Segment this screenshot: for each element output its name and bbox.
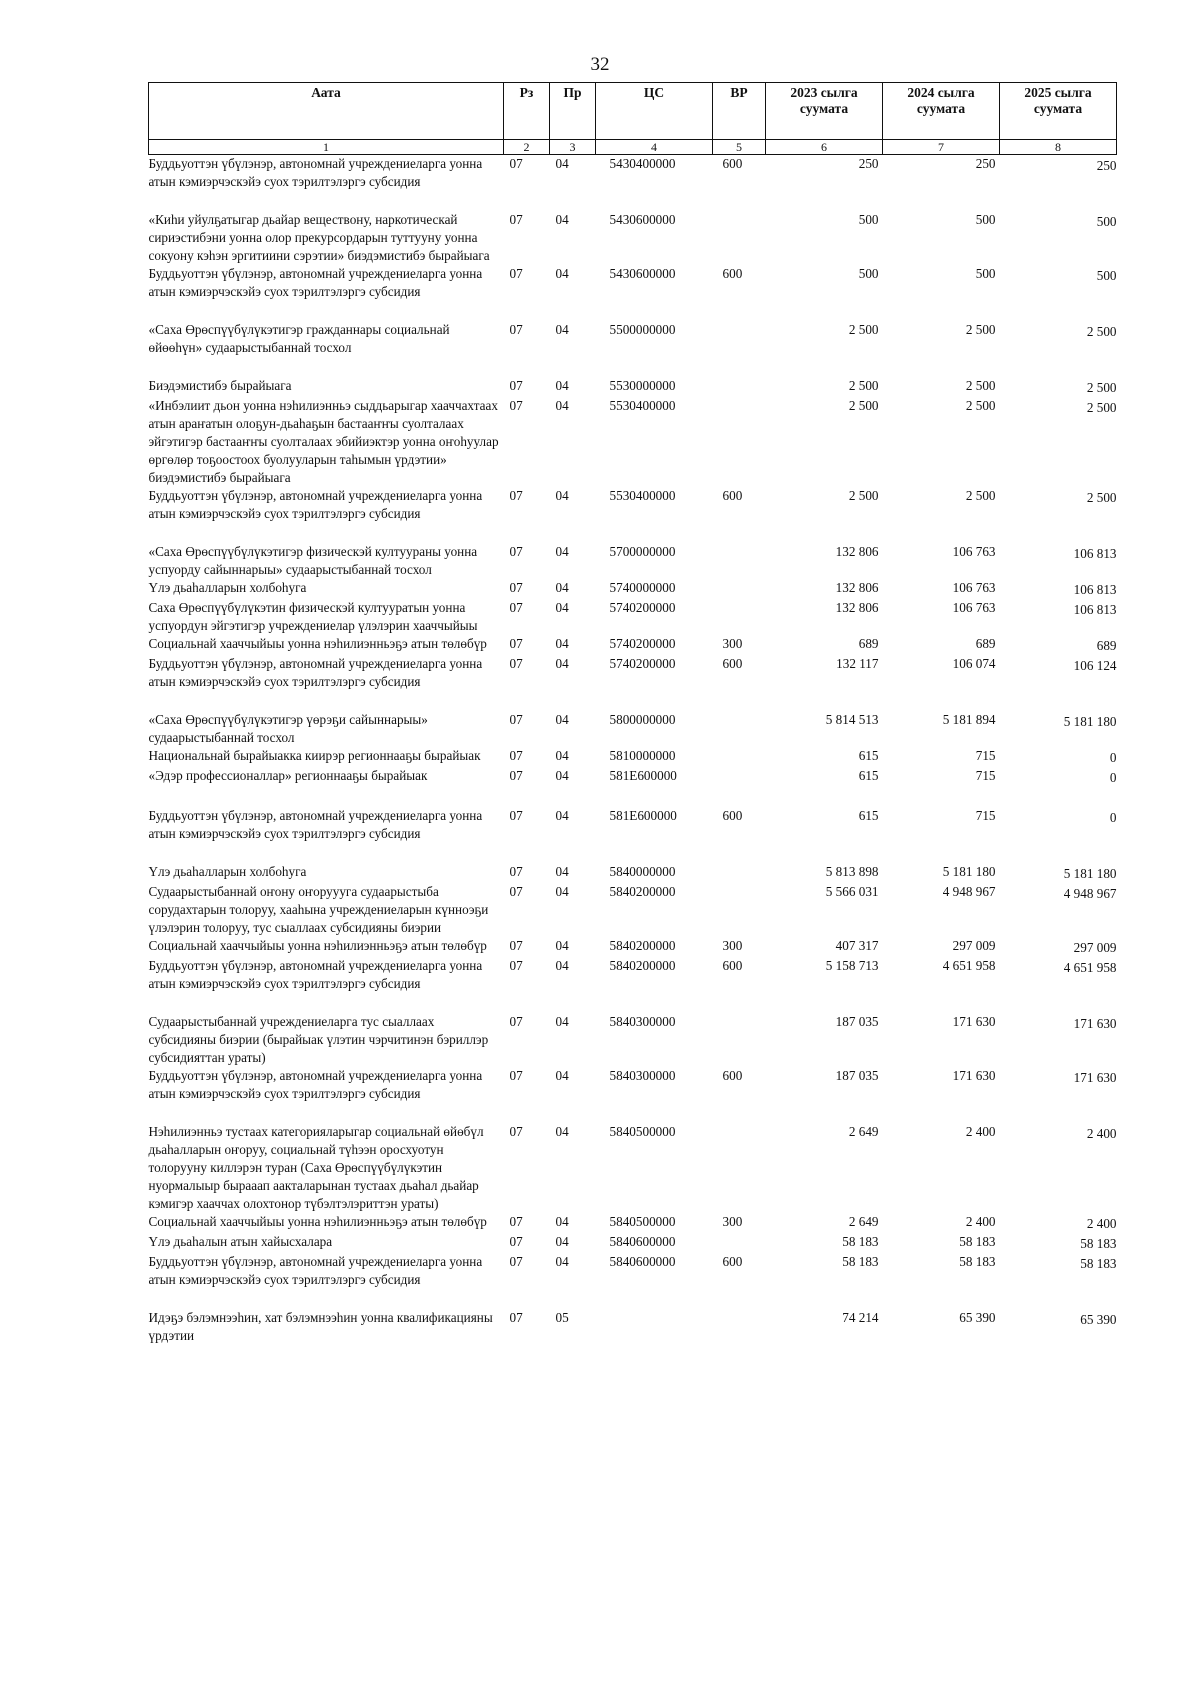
row-amount-2024: 500 [975, 212, 996, 227]
row-cs: 5840200000 [609, 884, 676, 899]
row-pr: 04 [555, 156, 569, 171]
row-vr [713, 377, 766, 397]
row-amount-2025-value: 106 813 [1073, 602, 1117, 617]
row-amount-2023: 132 806 [835, 600, 879, 615]
table-row [149, 1067, 1117, 1123]
row-amount-2024: 171 630 [952, 1068, 996, 1083]
table-row [149, 265, 1117, 321]
row-cs: 5840300000 [609, 1014, 676, 1029]
column-number: 6 [766, 140, 883, 155]
row-cs: 5810000000 [609, 748, 676, 763]
row-amount-2023: 2 500 [848, 322, 879, 337]
row-rz: 07 [509, 398, 523, 413]
row-rz: 07 [509, 212, 523, 227]
row-amount-2025 [1000, 711, 1117, 747]
row-rz: 07 [509, 1214, 523, 1229]
table-row [149, 155, 1117, 212]
row-cs: 5430600000 [609, 266, 676, 281]
row-amount-2024: 171 630 [952, 1014, 996, 1029]
row-amount-2025-value: 58 183 [1080, 1236, 1117, 1251]
row-name: Буддьуоттэн үбүлэнэр, автономнай учреждениеларга уонна атын кэмиэрчэскэйэ суох тэрилтэлэргэ субсидия [148, 1068, 483, 1101]
row-rz: 07 [509, 884, 523, 899]
row-rz: 07 [509, 266, 523, 281]
row-amount-2025-value: 171 630 [1073, 1016, 1117, 1031]
budget-table-sheet [148, 82, 1116, 1345]
row-name: «Инбэлиит дьон уонна нэһилиэнньэ сыддьарыгар хааччахтаах атын араҥатын олоҕун-дьаһаҕын бастааҥҥы суолталаах эйгэтигэр бастааҥҥы суолталаах эбийиэктэр уонна оҥоһуулар өргөлөр тоҕоостоох буолууларын таһымын үрдэтии» биэдэмистибэ бырайыага [148, 398, 499, 485]
row-amount-2025 [1000, 1233, 1117, 1253]
row-amount-2023: 5 566 031 [825, 884, 879, 899]
row-cs: 5840600000 [609, 1234, 676, 1249]
row-name: Буддьуоттэн үбүлэнэр, автономнай учреждениеларга уонна атын кэмиэрчэскэйэ суох тэрилтэлэргэ субсидия [148, 958, 483, 991]
row-name: Социальнай хааччыйыы уонна нэһилиэнньэҕэ атын төлөбүр [148, 636, 487, 651]
row-amount-2025-value: 2 500 [1086, 324, 1117, 339]
row-name: Буддьуоттэн үбүлэнэр, автономнай учреждениеларга уонна атын кэмиэрчэскэйэ суох тэрилтэлэргэ субсидия [148, 156, 483, 189]
table-row [149, 767, 1117, 807]
row-cs: 5800000000 [609, 712, 676, 727]
row-rz: 07 [509, 656, 523, 671]
row-name: Буддьуоттэн үбүлэнэр, автономнай учреждениеларга уонна атын кэмиэрчэскэйэ суох тэрилтэлэргэ субсидия [148, 488, 483, 521]
row-amount-2025 [1000, 265, 1117, 321]
row-amount-2023: 5 813 898 [825, 864, 879, 879]
row-amount-2023: 187 035 [835, 1014, 879, 1029]
row-cs: 5840300000 [609, 1068, 676, 1083]
row-pr: 04 [555, 322, 569, 337]
row-cs: 5500000000 [609, 322, 676, 337]
row-amount-2023: 250 [858, 156, 879, 171]
row-amount-2025-value: 106 124 [1073, 658, 1117, 673]
row-amount-2024: 689 [975, 636, 996, 651]
row-vr: 600 [722, 1068, 743, 1083]
row-pr: 04 [555, 600, 569, 615]
row-pr: 04 [555, 1124, 569, 1139]
row-amount-2025 [1000, 1123, 1117, 1213]
row-cs: 5840500000 [609, 1124, 676, 1139]
row-cs: 5840200000 [609, 938, 676, 953]
page-number: 32 [590, 54, 610, 75]
row-cs: 5840600000 [609, 1254, 676, 1269]
table-row [149, 397, 1117, 487]
table-row [149, 1233, 1117, 1253]
row-rz: 07 [509, 1014, 523, 1029]
row-amount-2023: 2 649 [848, 1214, 879, 1229]
column-number: 3 [550, 140, 596, 155]
table-row [149, 579, 1117, 599]
table-row [149, 211, 1117, 265]
row-name: Буддьуоттэн үбүлэнэр, автономнай учреждениеларга уонна атын кэмиэрчэскэйэ суох тэрилтэлэргэ субсидия [148, 266, 483, 299]
row-pr: 04 [555, 884, 569, 899]
row-vr: 600 [722, 156, 743, 171]
row-amount-2024: 58 183 [959, 1254, 996, 1269]
row-amount-2025 [1000, 397, 1117, 487]
row-cs: 5740200000 [609, 656, 676, 671]
row-rz: 07 [509, 544, 523, 559]
header-name: Аата [149, 83, 504, 140]
row-rz: 07 [509, 768, 523, 783]
row-amount-2025-value: 250 [1096, 158, 1117, 173]
row-amount-2024: 4 651 958 [942, 958, 996, 973]
row-amount-2023: 58 183 [842, 1234, 879, 1249]
row-vr [713, 1309, 766, 1345]
row-amount-2025 [1000, 155, 1117, 212]
row-pr: 04 [555, 958, 569, 973]
row-amount-2023: 132 806 [835, 580, 879, 595]
row-pr: 04 [555, 1254, 569, 1269]
row-amount-2024: 65 390 [959, 1310, 996, 1325]
row-vr [713, 711, 766, 747]
row-name: Буддьуоттэн үбүлэнэр, автономнай учреждениеларга уонна атын кэмиэрчэскэйэ суох тэрилтэлэргэ субсидия [148, 808, 483, 841]
row-amount-2025 [1000, 883, 1117, 937]
row-amount-2025-value: 2 400 [1086, 1216, 1117, 1231]
row-amount-2024: 2 400 [965, 1124, 996, 1139]
row-vr: 600 [722, 808, 743, 823]
row-name: Социальнай хааччыйыы уонна нэһилиэнньэҕэ атын төлөбүр [148, 938, 487, 953]
row-name: «Саха Өрөспүүбүлүкэтигэр физическэй култуураны уонна успуорду сайыннарыы» судаарыстыбаннай тосхол [148, 544, 478, 577]
row-amount-2025-value: 500 [1096, 214, 1117, 229]
row-amount-2025 [1000, 543, 1117, 579]
row-amount-2024: 106 074 [952, 656, 996, 671]
row-pr: 04 [555, 748, 569, 763]
row-amount-2024: 106 763 [952, 580, 996, 595]
column-number: 5 [713, 140, 766, 155]
row-rz: 07 [509, 322, 523, 337]
row-cs: 581E600000 [609, 768, 677, 783]
table-row [149, 1253, 1117, 1309]
table-row [149, 599, 1117, 635]
row-vr [713, 747, 766, 767]
row-amount-2024: 500 [975, 266, 996, 281]
row-amount-2023: 615 [858, 768, 879, 783]
row-amount-2025 [1000, 321, 1117, 377]
row-amount-2023: 689 [858, 636, 879, 651]
row-vr: 600 [722, 266, 743, 281]
row-pr: 04 [555, 1014, 569, 1029]
table-row [149, 1309, 1117, 1345]
row-amount-2025 [1000, 487, 1117, 543]
row-amount-2024: 250 [975, 156, 996, 171]
row-amount-2024: 2 500 [965, 488, 996, 503]
row-pr: 04 [555, 488, 569, 503]
row-vr [713, 1013, 766, 1067]
row-cs: 5530400000 [609, 398, 676, 413]
row-amount-2025 [1000, 747, 1117, 767]
row-pr: 04 [555, 636, 569, 651]
table-row [149, 747, 1117, 767]
row-amount-2023: 500 [858, 212, 879, 227]
row-amount-2025 [1000, 937, 1117, 957]
row-amount-2025-value: 106 813 [1073, 582, 1117, 597]
row-cs: 5530400000 [609, 488, 676, 503]
row-amount-2024: 2 500 [965, 378, 996, 393]
row-amount-2025-value: 2 500 [1086, 380, 1117, 395]
row-cs: 5840200000 [609, 958, 676, 973]
row-amount-2025 [1000, 957, 1117, 1013]
row-name: «Киһи уйулҕатыгар дьайар веществону, наркотическай сириэстибэни уонна олор прекурсордарын туттууну уонна сокуону кэһэн эргитиини сэрэтии» биэдэмистибэ бырайыага [148, 212, 490, 263]
row-vr [713, 397, 766, 487]
row-vr [713, 1123, 766, 1213]
table-row [149, 655, 1117, 711]
row-pr: 04 [555, 378, 569, 393]
row-pr: 04 [555, 808, 569, 823]
row-amount-2025-value: 0 [1109, 750, 1117, 765]
row-amount-2023: 407 317 [835, 938, 879, 953]
row-amount-2024: 106 763 [952, 544, 996, 559]
table-row [149, 883, 1117, 937]
row-cs: 581E600000 [609, 808, 677, 823]
row-vr: 600 [722, 1254, 743, 1269]
row-cs: 5740200000 [609, 600, 676, 615]
row-amount-2025-value: 297 009 [1073, 940, 1117, 955]
row-amount-2025-value: 2 500 [1086, 490, 1117, 505]
column-number: 1 [149, 140, 504, 155]
row-amount-2023: 2 649 [848, 1124, 879, 1139]
row-cs: 5840500000 [609, 1214, 676, 1229]
row-amount-2025-value: 58 183 [1080, 1256, 1117, 1271]
row-cs: 5430400000 [609, 156, 676, 171]
row-name: Нэһилиэнньэ тустаах категорияларыгар социальнай өйөбүл дьаһалларын оҥоруу, социальнай түһээн оросхуотун толорууну киллэрэн туран (Саха Өрөспүүбүлүкэтин нуормалыыр бырааап аакталарынан тустаах дьаһал дьайар кэмигэр хааччах олохтонор түбэлтэлэриттэн ураты) [148, 1124, 484, 1211]
table-row [149, 1213, 1117, 1233]
row-amount-2025-value: 500 [1096, 268, 1117, 283]
row-rz: 07 [509, 808, 523, 823]
row-name: Үлэ дьаһалын атын хайысхалара [148, 1234, 333, 1249]
row-rz: 07 [509, 1124, 523, 1139]
row-pr: 04 [555, 656, 569, 671]
row-vr [713, 767, 766, 807]
row-amount-2023: 187 035 [835, 1068, 879, 1083]
column-number: 7 [883, 140, 1000, 155]
row-vr [713, 211, 766, 265]
row-amount-2025-value: 5 181 180 [1063, 866, 1117, 881]
row-name: «Саха Өрөспүүбүлүкэтигэр үөрэҕи сайыннарыы» судаарыстыбаннай тосхол [148, 712, 428, 745]
row-amount-2023: 500 [858, 266, 879, 281]
row-pr: 04 [555, 266, 569, 281]
table-row [149, 321, 1117, 377]
row-amount-2023: 2 500 [848, 398, 879, 413]
row-amount-2024: 58 183 [959, 1234, 996, 1249]
row-rz: 07 [509, 636, 523, 651]
row-cs: 5740000000 [609, 580, 676, 595]
row-name: Үлэ дьаһалларын холбоһуга [148, 580, 307, 595]
row-vr [713, 543, 766, 579]
row-rz: 07 [509, 958, 523, 973]
row-amount-2023: 132 806 [835, 544, 879, 559]
row-name: Судаарыстыбаннай оҥону оҥоруууга судаарыстыба сорудахтарын толоруу, хааһына учреждениеларын күнноэҕи үлэлэрин толоруу, тус сыаллаах субсидияны биэрии [148, 884, 489, 935]
row-amount-2025 [1000, 635, 1117, 655]
row-amount-2023: 5 158 713 [825, 958, 879, 973]
row-vr: 600 [722, 488, 743, 503]
row-amount-2025-value: 5 181 180 [1063, 714, 1117, 729]
table-row [149, 863, 1117, 883]
row-vr: 300 [722, 1214, 743, 1229]
row-rz: 07 [509, 1254, 523, 1269]
row-rz: 07 [509, 580, 523, 595]
row-name: «Эдэр профессионаллар» регионнааҕы бырайыак [148, 768, 428, 783]
row-pr: 04 [555, 864, 569, 879]
row-amount-2023: 58 183 [842, 1254, 879, 1269]
table-body [149, 155, 1117, 1346]
row-cs: 5430600000 [609, 212, 676, 227]
row-pr: 04 [555, 1214, 569, 1229]
row-vr: 300 [722, 938, 743, 953]
row-rz: 07 [509, 1310, 523, 1325]
row-amount-2024: 2 500 [965, 322, 996, 337]
row-amount-2024: 715 [975, 768, 996, 783]
row-cs: 5700000000 [609, 544, 676, 559]
row-amount-2023: 2 500 [848, 488, 879, 503]
row-name: Буддьуоттэн үбүлэнэр, автономнай учреждениеларга уонна атын кэмиэрчэскэйэ суох тэрилтэлэргэ субсидия [148, 656, 483, 689]
row-vr [713, 863, 766, 883]
row-amount-2023: 2 500 [848, 378, 879, 393]
row-amount-2025 [1000, 377, 1117, 397]
row-vr: 600 [722, 958, 743, 973]
row-amount-2025 [1000, 863, 1117, 883]
row-rz: 07 [509, 748, 523, 763]
row-amount-2024: 297 009 [952, 938, 996, 953]
table-row [149, 957, 1117, 1013]
row-amount-2023: 132 117 [836, 656, 879, 671]
row-amount-2024: 5 181 894 [942, 712, 996, 727]
row-amount-2025-value: 4 948 967 [1063, 886, 1117, 901]
row-amount-2023: 615 [858, 808, 879, 823]
row-amount-2025-value: 2 400 [1086, 1126, 1117, 1141]
row-name: «Саха Өрөспүүбүлүкэтигэр гражданнары социальнай өйөөһүн» судаарыстыбаннай тосхол [148, 322, 450, 355]
table-row [149, 807, 1117, 863]
header-2024: 2024 сылга суумата [883, 83, 1000, 140]
table-row [149, 1123, 1117, 1213]
row-rz: 07 [509, 1234, 523, 1249]
row-amount-2023: 74 214 [842, 1310, 879, 1325]
row-name: Социальнай хааччыйыы уонна нэһилиэнньэҕэ атын төлөбүр [148, 1214, 487, 1229]
row-name: Судаарыстыбаннай учреждениеларга тус сыаллаах субсидияны биэрии (бырайыак үлэтин чэрчитинэн бэриллэр субсидияттан ураты) [148, 1014, 489, 1065]
row-vr [713, 321, 766, 377]
table-header [149, 83, 1117, 155]
row-amount-2023: 615 [858, 748, 879, 763]
row-rz: 07 [509, 938, 523, 953]
row-vr [713, 579, 766, 599]
row-pr: 04 [555, 398, 569, 413]
row-amount-2024: 106 763 [952, 600, 996, 615]
row-amount-2025 [1000, 599, 1117, 635]
row-rz: 07 [509, 864, 523, 879]
table-row [149, 543, 1117, 579]
row-rz: 07 [509, 488, 523, 503]
row-name: Биэдэмистибэ бырайыага [148, 378, 292, 393]
row-rz: 07 [509, 600, 523, 615]
row-amount-2025 [1000, 1067, 1117, 1123]
row-amount-2025 [1000, 807, 1117, 863]
header-rz: Рз [504, 83, 550, 140]
header-vr: ВР [713, 83, 766, 140]
row-amount-2025 [1000, 767, 1117, 807]
table-row [149, 711, 1117, 747]
row-vr: 300 [722, 636, 743, 651]
row-amount-2023: 5 814 513 [825, 712, 879, 727]
row-amount-2025-value: 106 813 [1073, 546, 1117, 561]
row-pr: 04 [555, 938, 569, 953]
row-amount-2025 [1000, 655, 1117, 711]
row-vr: 600 [722, 656, 743, 671]
row-pr: 04 [555, 544, 569, 559]
row-amount-2025-value: 689 [1096, 638, 1117, 653]
budget-table [148, 82, 1117, 1345]
row-name: Буддьуоттэн үбүлэнэр, автономнай учреждениеларга уонна атын кэмиэрчэскэйэ суох тэрилтэлэргэ субсидия [148, 1254, 483, 1287]
row-pr: 05 [555, 1310, 569, 1325]
row-amount-2025-value: 0 [1109, 770, 1117, 785]
row-pr: 04 [555, 1068, 569, 1083]
row-pr: 04 [555, 1234, 569, 1249]
row-vr [713, 883, 766, 937]
table-row [149, 635, 1117, 655]
column-number: 4 [596, 140, 713, 155]
row-amount-2024: 5 181 180 [942, 864, 996, 879]
column-number: 2 [504, 140, 550, 155]
row-pr: 04 [555, 712, 569, 727]
row-cs: 5530000000 [609, 378, 676, 393]
header-cs: ЦС [596, 83, 713, 140]
row-vr [713, 1233, 766, 1253]
row-amount-2024: 2 500 [965, 398, 996, 413]
row-amount-2025 [1000, 1213, 1117, 1233]
row-amount-2025 [1000, 1309, 1117, 1345]
table-row [149, 1013, 1117, 1067]
header-2023: 2023 сылга суумата [766, 83, 883, 140]
row-cs: 5740200000 [609, 636, 676, 651]
column-number: 8 [1000, 140, 1117, 155]
row-name: Үлэ дьаһалларын холбоһуга [148, 864, 307, 879]
row-amount-2025 [1000, 579, 1117, 599]
row-name: Саха Өрөспүүбүлүкэтин физическэй култууратын уонна успуордун эйгэтигэр учреждениелар үлэлэрин хааччыйыы [148, 600, 478, 633]
row-amount-2024: 715 [975, 748, 996, 763]
row-amount-2025-value: 171 630 [1073, 1070, 1117, 1085]
table-row [149, 487, 1117, 543]
header-2025: 2025 сылга суумата [1000, 83, 1117, 140]
table-row [149, 377, 1117, 397]
row-rz: 07 [509, 378, 523, 393]
row-name: Идэҕэ бэлэмнээһин, хат бэлэмнээһин уонна квалификацияны үрдэтии [148, 1310, 493, 1343]
row-amount-2025-value: 65 390 [1080, 1312, 1117, 1327]
row-amount-2025-value: 0 [1109, 810, 1117, 825]
row-rz: 07 [509, 712, 523, 727]
row-pr: 04 [555, 768, 569, 783]
row-vr [713, 599, 766, 635]
row-rz: 07 [509, 156, 523, 171]
row-amount-2024: 715 [975, 808, 996, 823]
row-pr: 04 [555, 212, 569, 227]
row-name: Национальнай бырайыакка киирэр регионнааҕы бырайыак [148, 748, 481, 763]
row-amount-2025-value: 2 500 [1086, 400, 1117, 415]
row-pr: 04 [555, 580, 569, 595]
row-amount-2024: 4 948 967 [942, 884, 996, 899]
table-row [149, 937, 1117, 957]
row-cs [596, 1309, 713, 1345]
row-amount-2025 [1000, 1253, 1117, 1309]
row-amount-2025 [1000, 211, 1117, 265]
row-amount-2025 [1000, 1013, 1117, 1067]
row-rz: 07 [509, 1068, 523, 1083]
row-amount-2025-value: 4 651 958 [1063, 960, 1117, 975]
row-cs: 5840000000 [609, 864, 676, 879]
header-pr: Пр [550, 83, 596, 140]
row-amount-2024: 2 400 [965, 1214, 996, 1229]
